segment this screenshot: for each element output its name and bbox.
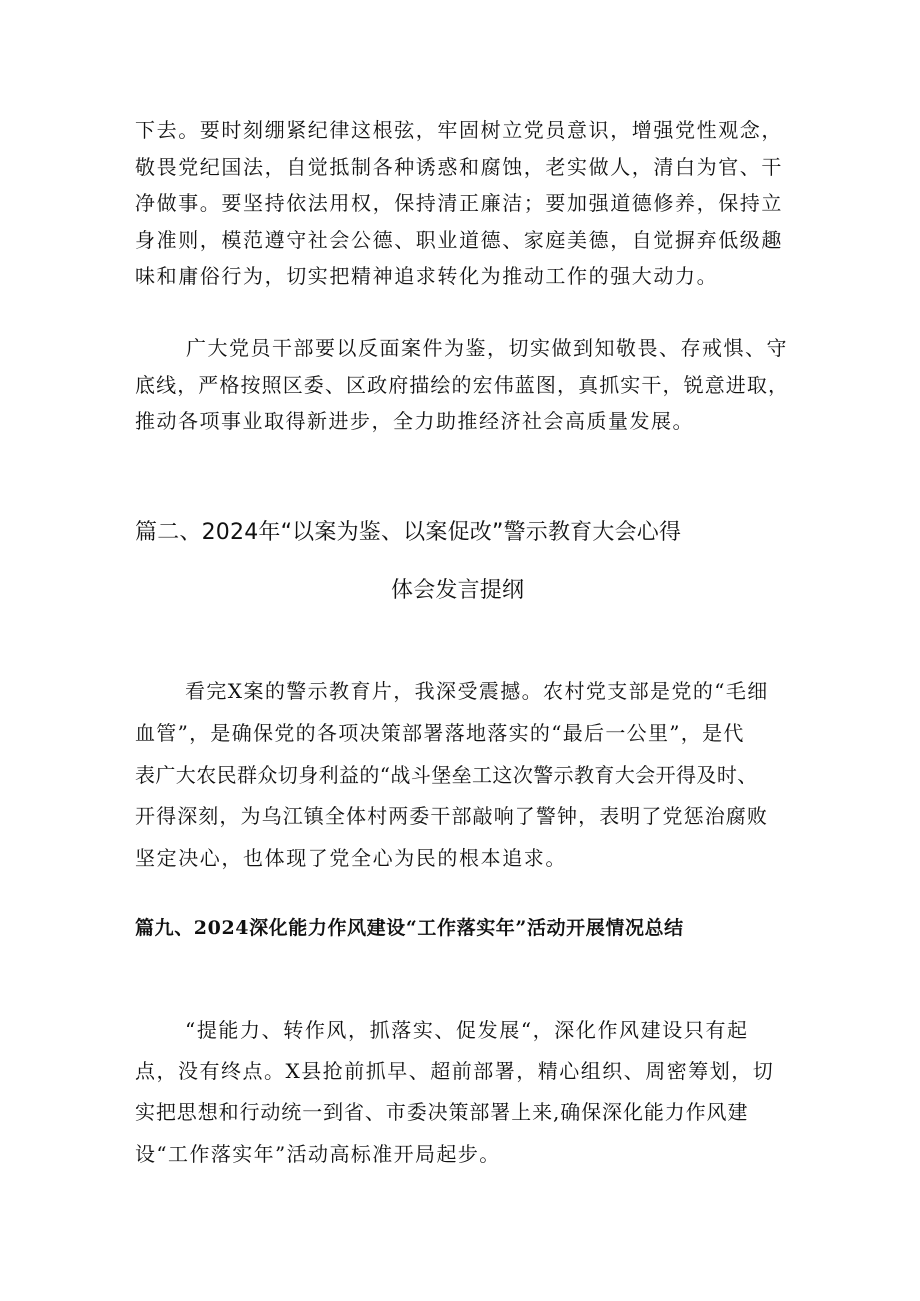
paragraph-continued [135,112,795,295]
text-line: “提能力、转作风，抓落实、促发展“，深化作风建设只有起 [185,1018,749,1042]
text-line: 坚定决心，也体现了党全心为民的根本追求。 [135,846,567,871]
text-line: 底线，严格按照区委、区政府描绘的宏伟蓝图，真抓实干，锐意进取， [135,372,790,397]
text-line: 实把思想和行动统一到省、市委决策部署上来,确保深化能力作风建 [135,1100,749,1125]
text-line: 点，没有终点。X县抢前抓早、超前部署，精心组织、周密筹划，切 [135,1059,775,1084]
text-line: 推动各项事业取得新进步，全力助推经济社会高质量发展。 [135,409,694,434]
section-two-heading-line2: 体会发言提纲 [391,578,525,603]
section-nine-heading [135,914,795,942]
text-line: 开得深刻，为乌江镇全体村两委干部敲响了警钟，表明了党惩治腐败 [135,804,768,829]
text-line: 广大党员干部要以反面案件为鉴，切实做到知敬畏、存戒惧、守 [186,336,788,360]
section-two-heading-continued [135,575,795,607]
text-line: 敬畏党纪国法，自觉抵制各种诱惑和腐蚀，老实做人，清白为官、干 [135,154,783,179]
paragraph-warning-film [135,671,795,880]
text-line: 表广大农民群众切身利益的“战斗堡垒工这次警示教育大会开得及时、 [135,762,758,787]
paragraph-cadres [135,330,795,440]
section-nine-heading-text: 篇九、2024深化能力作风建设“工作落实年”活动开展情况总结 [135,917,684,939]
paragraph-work-style [135,1010,795,1175]
text-line: 看完X案的警示教育片，我深受震撼。农村党支部是党的“毛细 [185,679,769,703]
text-line: 血管”，是确保党的各项决策部署落地落实的“最后一公里”，是代 [135,720,745,745]
text-line: 设“工作落实年”活动高标准开局起步。 [135,1141,501,1166]
text-line: 净做事。要坚持依法用权，保持清正廉洁；要加强道德修养，保持立 [135,191,783,216]
text-line: 味和庸俗行为，切实把精神追求转化为推动工作的强大动力。 [135,264,719,289]
text-line: 下去。要时刻绷紧纪律这根弦，牢固树立党员意识，增强党性观念， [135,118,783,142]
text-line: 身准则，模范遵守社会公德、职业道德、家庭美德，自觉摒弃低级趣 [135,227,783,252]
section-two-heading-line1: 篇二、2024年“以案为鉴、以案促改”警示教育大会心得 [135,520,682,545]
section-two-heading [135,517,795,549]
